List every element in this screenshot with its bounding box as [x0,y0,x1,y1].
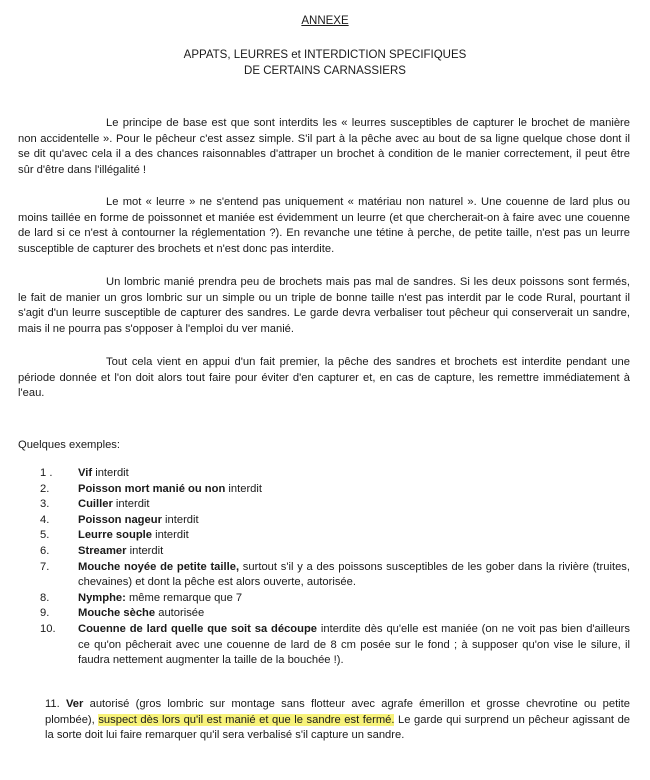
paragraph-2 [18,195,630,257]
paragraph-3 [18,275,630,337]
document-title [0,47,650,79]
list-item-description: interdit [225,482,262,495]
list-item-number: 3. [40,498,50,511]
list-item-description: interdite dès qu'elle est maniée (on ne voit pas bien d'ailleurs ce qu'on pêcherait avec une couenne de lard de 8 cm posée sur le fond ; à supposer qu'on vise le silure, il faudra nettement augmenter la taille de la bouchée !). [78,622,630,667]
list-item-11 [45,697,630,744]
list-item-number: 6. [40,544,50,557]
examples-heading: Quelques exemples: [18,439,120,451]
annexe-heading: ANNEXE [301,15,349,27]
list-item-term: Ver [65,698,84,710]
paragraph-3-text: Un lombric manié prendra peu de brochets mais pas mal de sandres. Si les deux poissons sont fermés, le fait de manier un gros lombric sur un simple ou un triple de bonne taille n'est pas interdit par le code Rural, pourtant il s'agit d'un leurre susceptible de capturer des sandres. Le garde devra verbaliser tout pêcheur qui conserverait un sandre, mais il ne pourra pas s'opposer à l'emploi du ver manié. [18,276,630,335]
list-item-number: 8. [40,591,50,604]
list-item-term: Streamer [78,544,127,557]
title-line-2: DE CERTAINS CARNASSIERS [244,65,406,77]
list-item-description: interdit [112,498,150,511]
list-item-term: Vif [78,467,93,479]
list-item-description: interdit [92,467,129,479]
list-item-description: autorisé (gros lombric sur montage sans flotteur avec agrafe émerillon et grosse chevrotine ou petite plombée), [45,698,630,726]
list-item-number: 5. [40,529,50,542]
list-item-term: Leurre souple [78,529,152,542]
list-item-number: 7. [40,560,50,573]
list-item [0,528,630,544]
list-item [0,497,630,513]
list-item [0,622,630,669]
list-item-description: surtout s'il y a des poissons susceptibles de les gober dans la rivière (truites, chevaines) et dont la pêche est alors ouverte, autorisée. [78,560,630,589]
paragraph-2-text: Le mot « leurre » ne s'entend pas uniquement « matériau non naturel ». Une couenne de lard plus ou moins taillée en forme de poissonnet et maniée est évidemment un leurre (et que chercherait-on à faire avec une couenne de lard si ce n'est à contourner la réglementation ?). En revanche une tétine à perche, de petite taille, n'est pas un leurre susceptible de capturer des brochets et n'est donc pas interdite. [18,196,630,255]
list-item-description: autorisée [155,607,205,620]
list-item [0,591,630,607]
list-item [0,560,630,591]
list-item-description: interdit [161,513,199,526]
list-item-number: 4. [40,513,50,526]
paragraph-4-text: Tout cela vient en appui d'un fait premier, la pêche des sandres et brochets est interdite pendant une période donnée et l'on doit alors tout faire pour éviter d'en capturer et, en cas de capture, les remettre immédiatement à l'eau. [18,356,630,399]
list-item-number: 11. [45,698,60,710]
list-item-number: 2. [40,482,50,495]
list-item [0,544,630,560]
list-item-term: Poisson nageur [78,513,162,526]
list-item-term: Couenne de lard quelle que soit sa découpe [78,622,318,635]
list-item-term: Poisson mort manié ou non [78,482,226,495]
list-item-description: interdit [151,529,189,542]
list-item-term: Cuiller [78,498,113,511]
list-item-term: Mouche noyée de petite taille, [78,560,240,573]
paragraph-4 [18,355,630,402]
list-item-number: 1 . [40,467,53,479]
list-item-description-end: Le garde qui surprend un pêcheur agissant de la sorte doit lui faire remarquer qu'il sera verbalisé s'il capture un sandre. [45,713,631,741]
list-item-description: même remarque que 7 [125,591,243,604]
list-item-term: Nymphe: [78,591,126,604]
highlighted-text: suspect dès lors qu'il est manié et que le sandre est fermé. [98,713,395,726]
list-item [0,606,630,622]
list-item [0,513,630,529]
list-item-term: Mouche sèche [78,607,156,620]
examples-list [0,466,630,669]
list-item-description: interdit [126,544,164,557]
title-line-1: APPATS, LEURRES et INTERDICTION SPECIFIQUES [183,49,467,61]
paragraph-1-text: Le principe de base est que sont interdits les « leurres susceptibles de capturer le brochet de manière non accidentelle ». Pour le pêcheur c'est assez simple. S'il part à la pêche avec au bout de sa ligne quelque chose dont il se dit qu'avec cela il a des chances raisonnables d'attraper un brochet à condition de le manier correctement, il peut être sûr d'être dans l'illégalité ! [18,117,630,176]
list-item [0,482,630,498]
list-item-number: 9. [40,607,50,620]
list-item [0,466,630,482]
list-item-number: 10. [40,622,56,635]
paragraph-1 [18,116,630,178]
